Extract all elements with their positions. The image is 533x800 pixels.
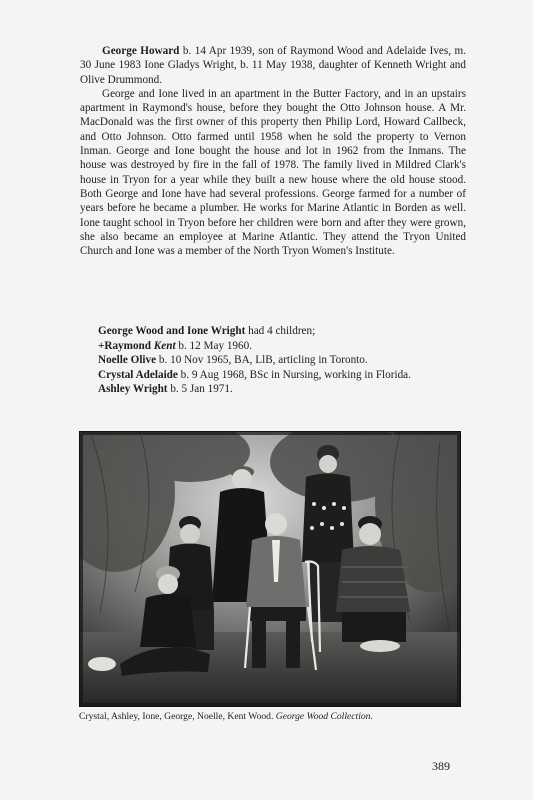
caption-names: Crystal, Ashley, Ione, George, Noelle, Kent Wood.	[79, 711, 274, 722]
child-entry	[98, 382, 478, 397]
child-details: b. 12 May 1960.	[175, 339, 253, 352]
bio-paragraph-1	[80, 44, 466, 87]
bio-paragraph-1-text: b. 14 Apr 1939, son of Raymond Wood and Adelaide Ives, m. 30 June 1983 Ione Gladys Wright, b. 11 May 1938, daughter of Kenneth Wright and Olive Drummond.	[80, 45, 466, 86]
child-details: b. 10 Nov 1965, BA, LlB, articling in Toronto.	[156, 354, 368, 367]
children-list	[98, 324, 478, 397]
child-name-italic: Kent	[153, 339, 176, 352]
parents-names: George Wood and Ione Wright	[98, 325, 246, 337]
biography-text	[80, 44, 466, 258]
caption-credit: George Wood Collection.	[275, 711, 373, 722]
child-entry	[98, 353, 478, 368]
child-name: Noelle Olive	[98, 354, 157, 367]
family-photo-image	[80, 432, 460, 706]
child-entry	[98, 339, 478, 354]
bio-paragraph-2: George and Ione lived in an apartment in the Butter Factory, and in an upstairs apartment in Raymond's house, before they bought the Otto Johnson house. A Mr. MacDonald was the first owner of this property then Philip Lord, Howard Callbeck, and Otto Johnson. Otto farmed until 1958 when he sold the property to Vernon Inman. George and Ione bought the house and lot in 1962 from the Inmans. The house was destroyed by fire in the fall of 1978. The family lived in Mildred Clark's house in Tryon for a year while they built a new house where the old house stood. Both George and Ione have had several professions. George farmed for a number of years before he became a plumber. He works for Marine Atlantic in Borden as well. Ione taught school in Tryon before her children were born and after they were grown, she also became an employee at Marine Atlantic. They attend the Tryon United Church and Ione was a member of the North Tryon Women's Institute.	[80, 87, 466, 258]
children-intro	[98, 324, 478, 339]
children-intro-text: had 4 children;	[245, 325, 316, 337]
child-details: b. 5 Jan 1971.	[167, 383, 233, 396]
child-name: +Raymond	[98, 339, 154, 352]
photo-caption	[79, 711, 469, 723]
child-name: Crystal Adelaide	[98, 368, 178, 381]
child-details: b. 9 Aug 1968, BSc in Nursing, working in Florida.	[177, 368, 411, 381]
person-name: George Howard	[102, 45, 180, 57]
page-number: 389	[432, 759, 450, 773]
child-name: Ashley Wright	[98, 383, 168, 396]
child-entry	[98, 368, 478, 383]
family-photo	[79, 431, 461, 707]
